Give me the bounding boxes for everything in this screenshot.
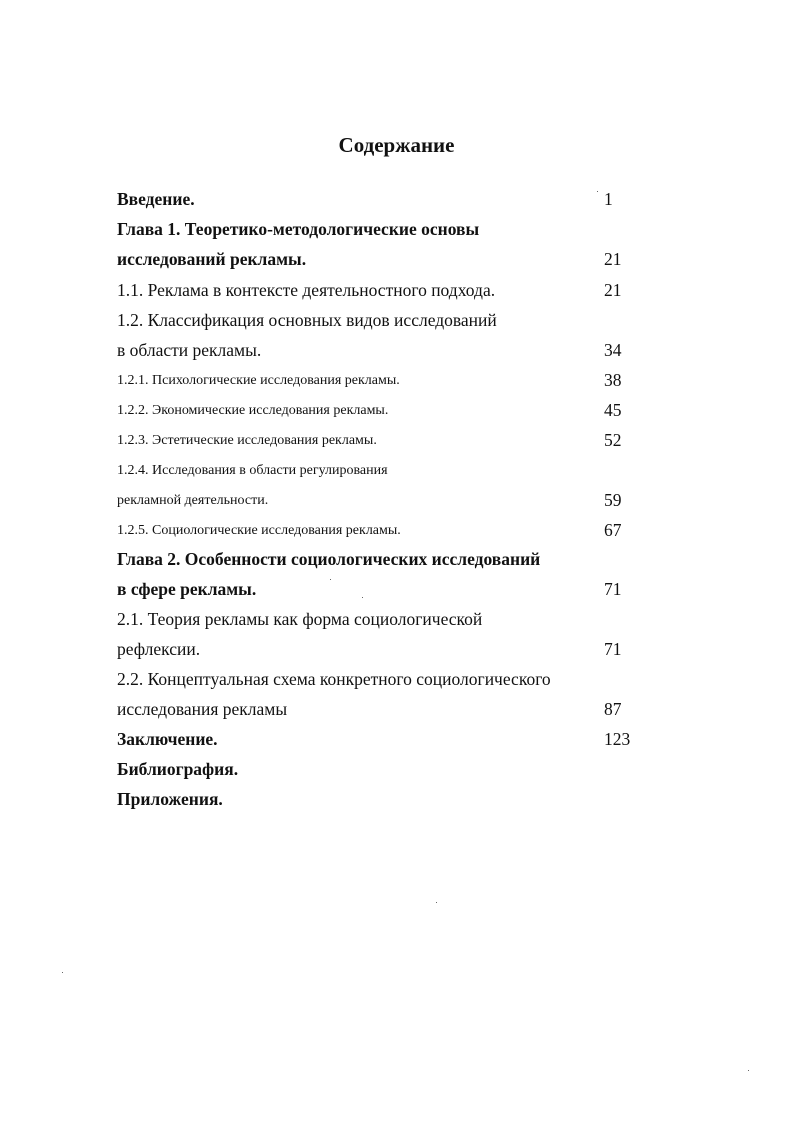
toc-entry-subsection-1-2-4-cont: рекламной деятельности. xyxy=(117,493,269,508)
toc-page-number: 21 xyxy=(604,280,622,300)
toc-entry-section-2-1: 2.1. Теория рекламы как форма социологической xyxy=(117,609,483,629)
toc-entry-conclusion: Заключение. xyxy=(117,729,218,749)
toc-entry-subsection-1-2-3: 1.2.3. Эстетические исследования рекламы. xyxy=(117,433,377,448)
toc-entry-section-2-1-cont: рефлексии. xyxy=(117,639,201,659)
page-title: Содержание xyxy=(338,133,455,157)
toc-page-number: 67 xyxy=(604,520,622,540)
toc-entry-section-2-2-cont: исследования рекламы xyxy=(117,699,288,719)
toc-entry-appendices: Приложения. xyxy=(117,789,223,809)
toc-page-number: 21 xyxy=(604,249,622,269)
scan-speck xyxy=(330,579,331,580)
toc-page-number: 59 xyxy=(604,490,622,510)
toc-entry-section-1-1: 1.1. Реклама в контексте деятельностного подхода. xyxy=(117,280,496,300)
toc-entry-introduction: Введение. xyxy=(117,189,195,209)
toc-entry-section-1-2-cont: в области рекламы. xyxy=(117,340,262,360)
scan-speck xyxy=(62,972,63,973)
toc-entry-chapter-1-cont: исследований рекламы. xyxy=(117,249,307,269)
scan-speck xyxy=(597,191,598,192)
toc-entry-subsection-1-2-4: 1.2.4. Исследования в области регулирования xyxy=(117,463,388,478)
toc-page-number: 71 xyxy=(604,639,622,659)
toc-entry-subsection-1-2-5: 1.2.5. Социологические исследования рекламы. xyxy=(117,523,401,538)
toc-page-number: 1 xyxy=(604,189,613,209)
toc-page-number: 87 xyxy=(604,699,622,719)
toc-entry-section-1-2: 1.2. Классификация основных видов исследований xyxy=(117,310,497,330)
toc-page-number: 52 xyxy=(604,430,622,450)
toc-page-number: 123 xyxy=(604,729,631,749)
scan-speck xyxy=(748,1070,749,1071)
toc-entry-chapter-2-cont: в сфере рекламы. xyxy=(117,579,257,599)
toc-entry-subsection-1-2-1: 1.2.1. Психологические исследования рекламы. xyxy=(117,373,400,388)
toc-page-number: 45 xyxy=(604,400,622,420)
toc-entry-chapter-2: Глава 2. Особенности социологических исследований xyxy=(117,549,541,569)
toc-page-number: 71 xyxy=(604,579,622,599)
scan-speck xyxy=(362,597,363,598)
scan-speck xyxy=(436,902,437,903)
toc-entry-bibliography: Библиография. xyxy=(117,759,239,779)
toc-entry-chapter-1: Глава 1. Теоретико-методологические основы xyxy=(117,219,480,239)
toc-entry-subsection-1-2-2: 1.2.2. Экономические исследования рекламы. xyxy=(117,403,389,418)
toc-entry-section-2-2: 2.2. Концептуальная схема конкретного социологического xyxy=(117,669,551,689)
toc-page-number: 38 xyxy=(604,370,622,390)
toc-page-number: 34 xyxy=(604,340,622,360)
